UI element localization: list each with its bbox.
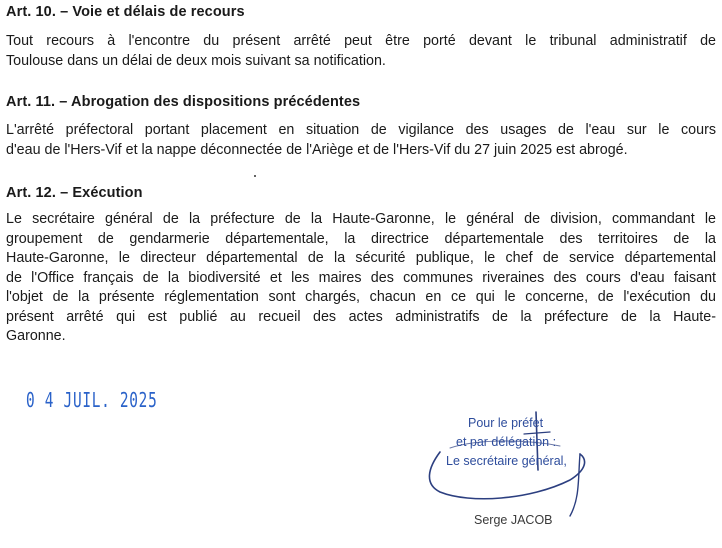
article-11-line: L'arrêté préfectoral portant placement en situation de vigilance des usages de l'eau sur le cours (6, 122, 716, 138)
article-12-line: présent arrêté qui est publié au recueil des actes administratifs de la préfecture de la Haute- (6, 308, 716, 325)
article-12-line: Garonne. (6, 328, 66, 344)
article-12-line: de l'Office français de la biodiversité et les maires des communes riveraines des cours d'eau faisant (6, 269, 716, 286)
stray-mark (254, 175, 256, 177)
delegation-stamp-line-1: Pour le préfet (468, 416, 544, 430)
date-stamp: 0 4 JUIL. 2025 (26, 388, 158, 412)
article-12-line: Haute-Garonne, le directeur départemental de la sécurité publique, le chef de service départemental (6, 250, 716, 266)
article-10-line: Toulouse dans un délai de deux mois suivant sa notification. (6, 52, 386, 69)
article-10-line: Tout recours à l'encontre du présent arrêté peut être porté devant le tribunal administratif de (6, 33, 716, 49)
article-11-line: d'eau de l'Hers-Vif et la nappe déconnectée de l'Ariège et de l'Hers-Vif du 27 juin 2025 est abrogé. (6, 141, 628, 158)
article-10-body (6, 32, 716, 71)
article-12-heading: Art. 12. – Exécution (6, 185, 143, 201)
article-12-body (6, 210, 716, 347)
delegation-stamp-line-2: et par délégation : (456, 435, 557, 449)
article-12-line: groupement de gendarmerie départementale, la directrice départementale des territoires de la (6, 230, 716, 247)
article-10-heading: Art. 10. – Voie et délais de recours (6, 4, 245, 20)
article-12-line: Le secrétaire général de la préfecture de la Haute-Garonne, le général de division, commandant le (6, 211, 716, 227)
article-11-heading: Art. 11. – Abrogation des dispositions précédentes (6, 94, 361, 110)
signer-name: Serge JACOB (474, 513, 553, 527)
article-12-line: l'objet de la présente réglementation sont chargés, chacun en ce qui le concerne, de l'exécution du (6, 289, 716, 305)
article-11-body (6, 121, 716, 160)
delegation-stamp-line-3: Le secrétaire général, (446, 454, 567, 468)
